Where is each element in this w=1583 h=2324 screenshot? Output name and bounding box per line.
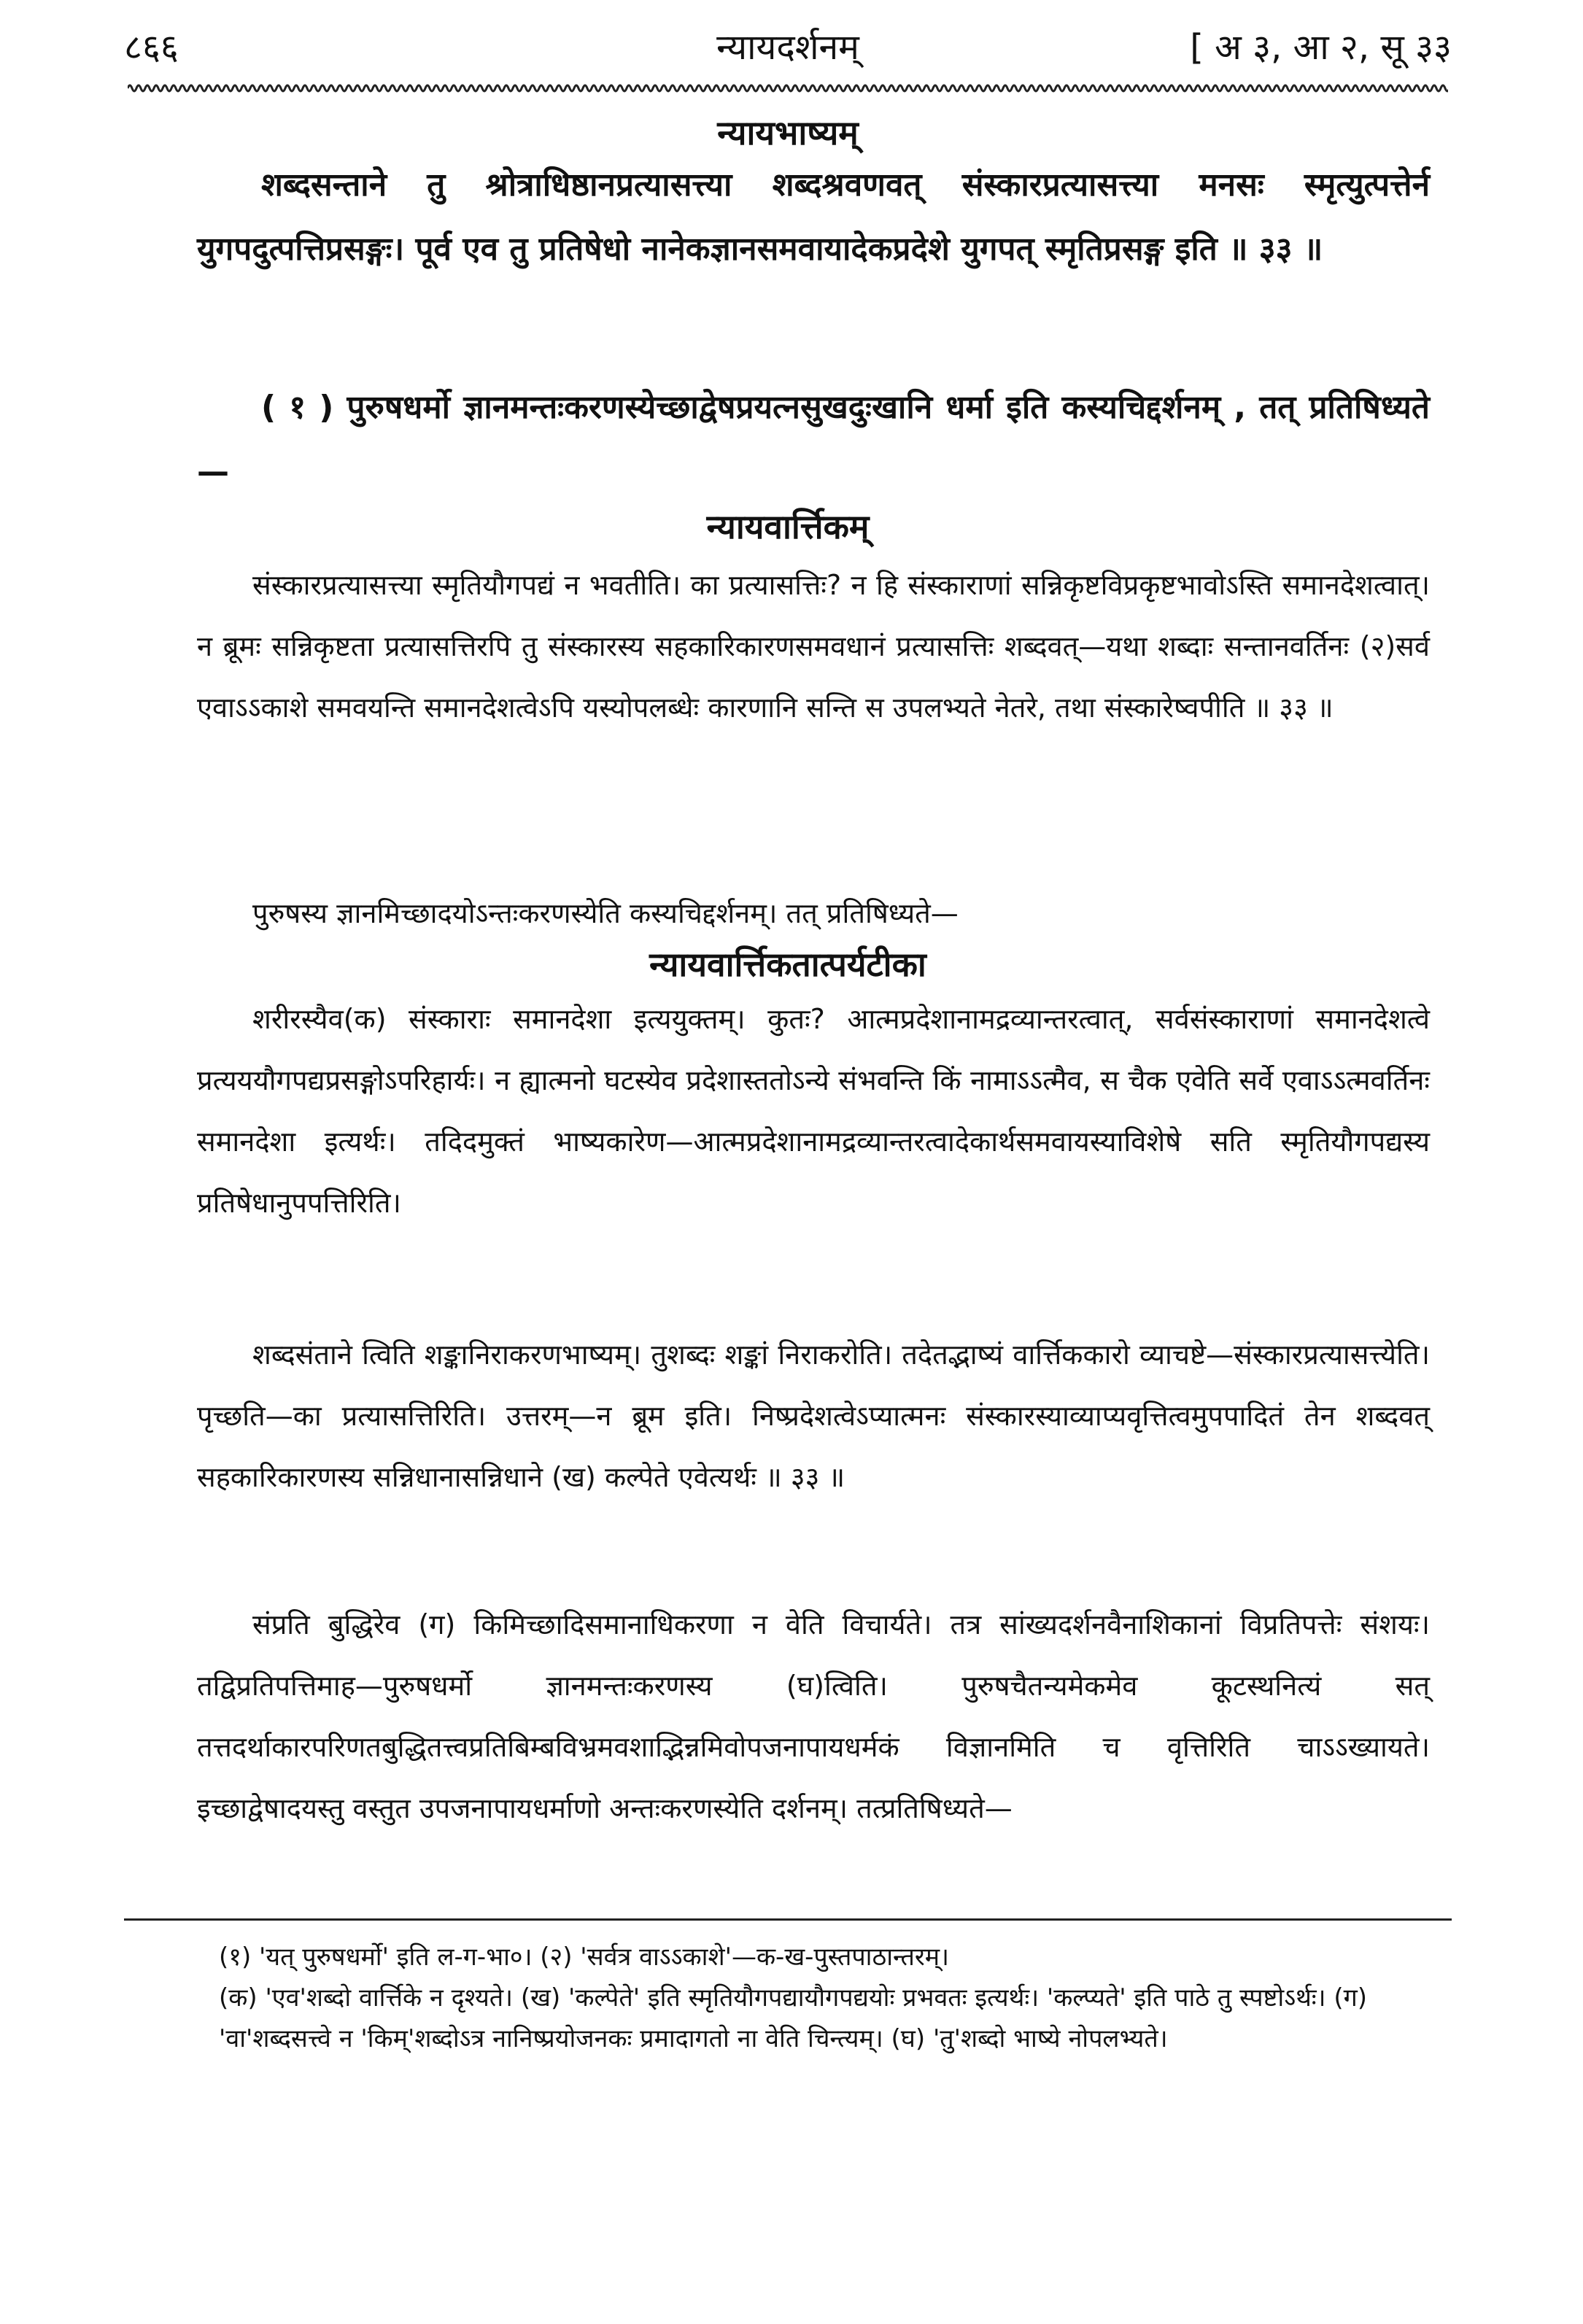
tatparya-paragraph-1: शरीरस्यैव(क) संस्काराः समानदेशा इत्ययुक्तम्। कुतः? आत्मप्रदेशानामद्रव्यान्तरत्वात्, सर्वसंस्काराणां समानदेशत्वे प्रत्यययौगपद्यप्रसङ्गोऽपरिहार्यः। न ह्यात्मनो घटस्येव प्रदेशास्ततोऽन्ये संभवन्ति किं नामाऽऽत्मैव, स चैक एवेति सर्वे एवाऽऽत्मवर्तिनः समानदेशा इत्यर्थः। तदिदमुक्तं भाष्यकारेण—आत्मप्रदेशानामद्रव्यान्तरत्वादेकार्थसमवायस्याविशेषे सति स्मृतियौगपद्यस्य प्रतिषेधानुपपत्तिरिति। bbox=[197, 1003, 1430, 1219]
nyayavartika-note: पुरुषस्य ज्ञानमिच्छादयोऽन्तःकरणस्येति कस्यचिद्दर्शनम्। तत् प्रतिषिध्यते— bbox=[252, 897, 959, 929]
nyayavartika-text: संस्कारप्रत्यासत्त्या स्मृतियौगपद्यं न भवतीति। का प्रत्यासत्तिः? न हि संस्काराणां सन्निकृष्टविप्रकृष्टभावोऽस्ति समानदेशत्वात्। न ब्रूमः सन्निकृष्टता प्रत्यासत्तिरपि तु संस्कारस्य सहकारिकारणसमवधानं प्रत्यासत्तिः शब्दवत्—यथा शब्दाः सन्तानवर्तिनः (२)सर्व एवाऽऽकाशे समवयन्ति समानदेशत्वेऽपि यस्योपलब्धेः कारणानि सन्ति स उपलभ्यते नेतरे, तथा संस्कारेष्वपीति ॥ ३३ ॥ bbox=[197, 569, 1430, 724]
nyayabhashya-text: शब्दसन्ताने तु श्रोत्राधिष्ठानप्रत्यासत्त्या शब्दश्रवणवत् संस्कारप्रत्यासत्त्या मनसः स्मृत्युत्पत्तेर्न युगपदुत्पत्तिप्रसङ्गः। पूर्व एव तु प्रतिषेधो नानेकज्ञानसमवायादेकप्रदेशे युगपत् स्मृतिप्रसङ्ग इति ॥ ३३ ॥ bbox=[197, 166, 1430, 268]
running-header bbox=[124, 22, 1452, 73]
section-reference: [ अ ३, आ २, सू ३३ bbox=[1190, 27, 1452, 68]
page-number: ८६६ bbox=[124, 27, 179, 68]
footnote-line-1: (१) 'यत् पुरुषधर्मो' इति ल-ग-भा०। (२) 'सर्वत्र वाऽऽकाशे'—क-ख-पुस्तपाठान्तरम्। bbox=[219, 1943, 949, 1972]
tatparya-paragraph-2: शब्दसंताने त्विति शङ्कानिराकरणभाष्यम्। तुशब्दः शङ्कां निराकरोति। तदेतद्भाष्यं वार्त्तिककारो व्याचष्टे—संस्कारप्रत्यासत्त्येति। पृच्छति—का प्रत्यासत्तिरिति। उत्तरम्—न ब्रूम इति। निष्प्रदेशत्वेऽप्यात्मनः संस्कारस्याव्याप्यवृत्तित्वमुपपादितं तेन शब्दवत् सहकारिकारणस्य सन्निधानासन्निधाने (ख) कल्पेते एवेत्यर्थः ॥ ३३ ॥ bbox=[197, 1339, 1430, 1493]
nyayabhashya-note: ( १ ) पुरुषधर्मो ज्ञानमन्तःकरणस्येच्छाद्वेषप्रयत्नसुखदुःखानि धर्मा इति कस्यचिद्दर्शनम् , तत् प्रतिषिध्यते— bbox=[197, 389, 1430, 490]
tatparya-paragraph-3: संप्रति बुद्धिरेव (ग) किमिच्छादिसमानाधिकरणा न वेति विचार्यते। तत्र सांख्यदर्शनवैनाशिकानां विप्रतिपत्तेः संशयः। तद्विप्रतिपत्तिमाह—पुरुषधर्मो ज्ञानमन्तःकरणस्य (घ)त्विति। पुरुषचैतन्यमेकमेव कूटस्थनित्यं सत् तत्तदर्थाकारपरिणतबुद्धितत्त्वप्रतिबिम्बविभ्रमवशाद्भिन्नमिवोपजनापायधर्मकं विज्ञानमिति च वृत्तिरिति चाऽऽख्यायते। इच्छाद्वेषादयस्तु वस्तुत उपजनापायधर्माणो अन्तःकरणस्येति दर्शनम्। तत्प्रतिषिध्यते— bbox=[197, 1608, 1430, 1824]
tatparya-heading: न्यायवार्त्तिकतात्पर्यटीका bbox=[649, 945, 926, 984]
footnotes bbox=[219, 1937, 1430, 2059]
nyayavartika-heading: न्यायवार्त्तिकम् bbox=[706, 507, 870, 546]
footnote-line-2: (क) 'एव'शब्दो वार्त्तिके न दृश्यते। (ख) 'कल्पेते' इति स्मृतियौगपद्यायौगपद्ययोः प्रभवतः इत्यर्थः। 'कल्प्यते' इति पाठे तु स्पष्टोऽर्थः। (ग) 'वा'शब्दसत्त्वे न 'किम्'शब्दोऽत्र नानिष्प्रयोजनकः प्रमादागतो ना वेति चिन्त्यम्। (घ) 'तु'शब्दो भाष्ये नोपलभ्यते। bbox=[219, 1983, 1368, 2053]
footnote-rule bbox=[124, 1918, 1452, 1921]
running-title: न्यायदर्शनम् bbox=[716, 27, 859, 68]
nyayabhashya-heading: न्यायभाष्यम् bbox=[717, 113, 859, 152]
wavy-rule bbox=[128, 80, 1448, 96]
